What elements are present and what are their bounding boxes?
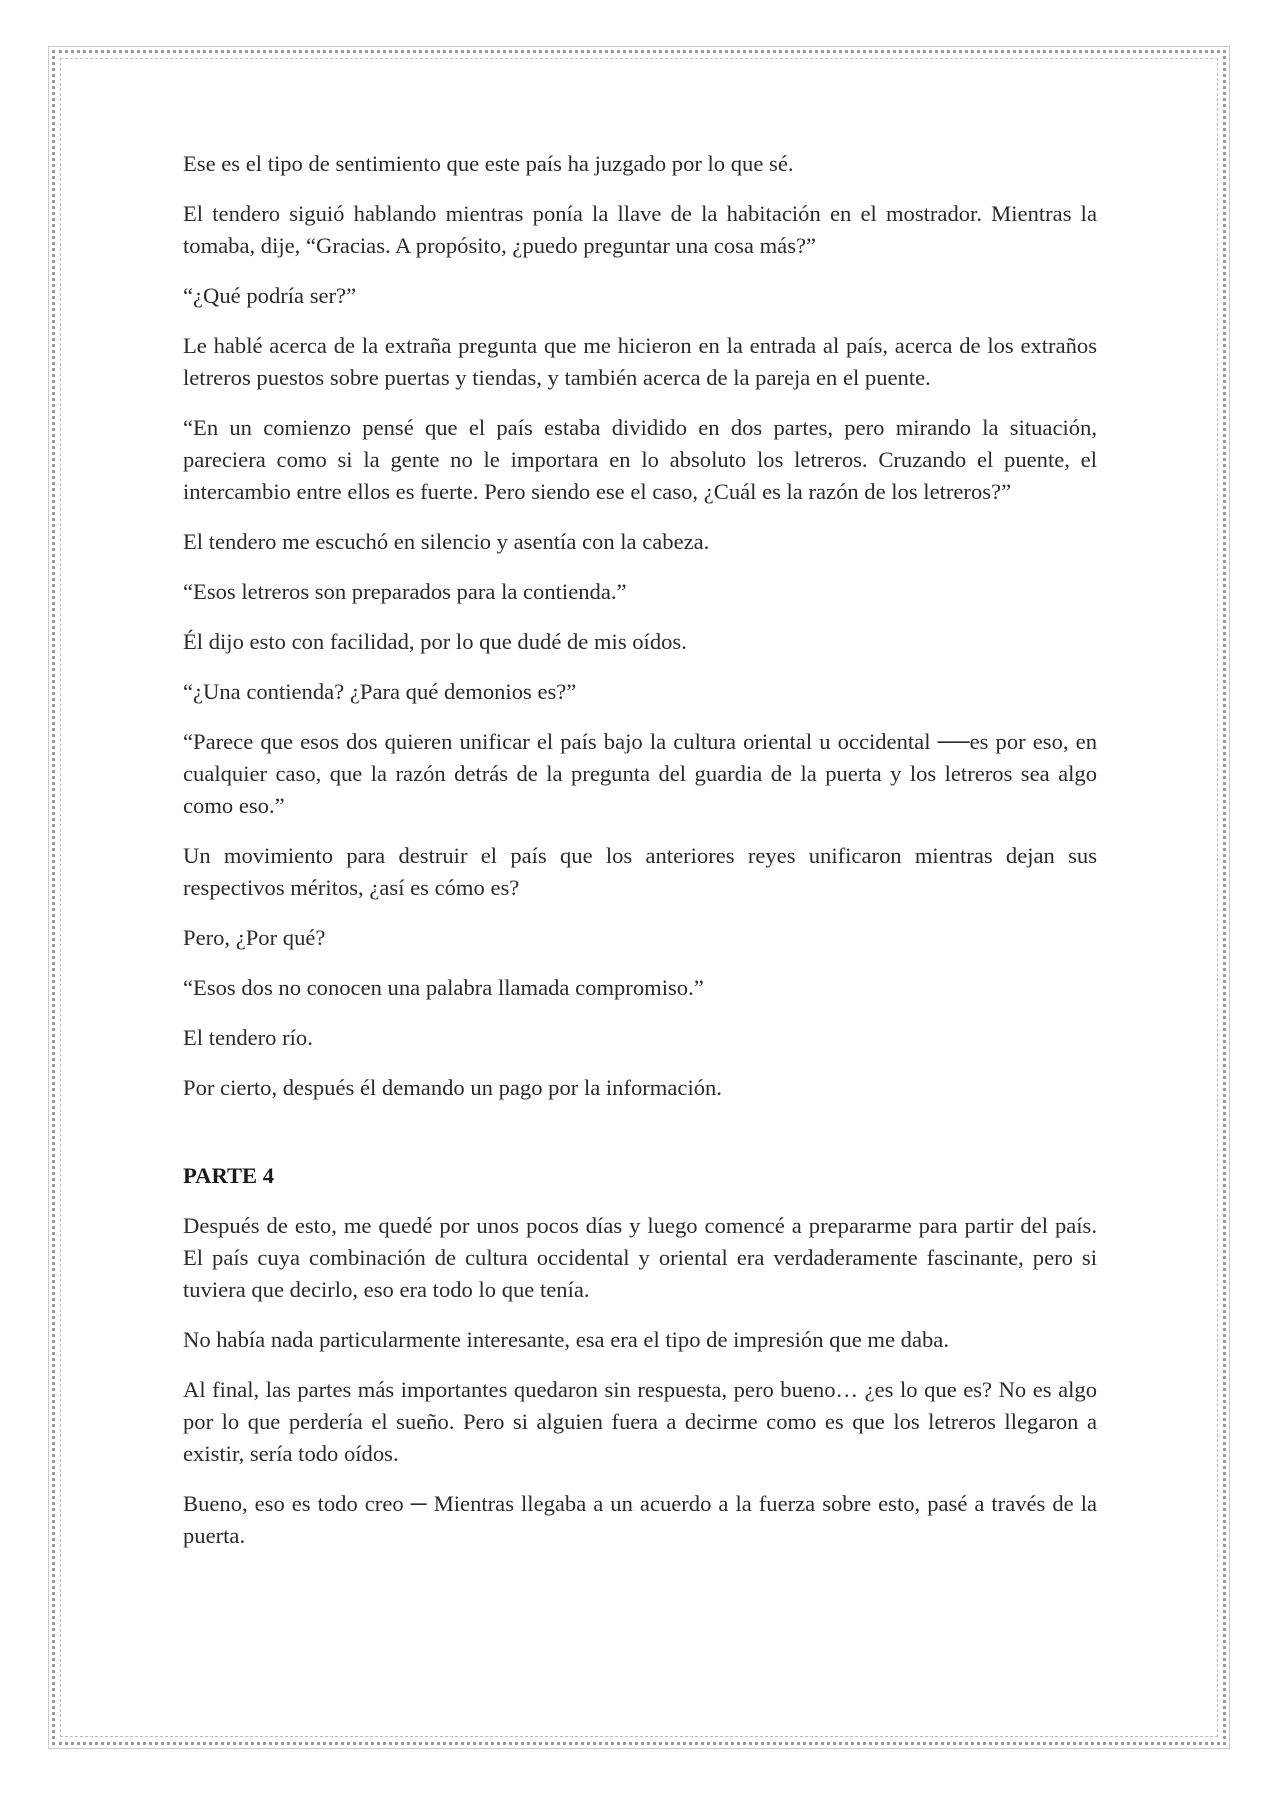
paragraph: El tendero siguió hablando mientras ponía la llave de la habitación en el mostrador. Mientras la tomaba, dije, “Gracias. A propósito, ¿puedo preguntar una cosa más?” [183, 201, 1097, 258]
paragraph: El tendero río. [183, 1025, 313, 1050]
paragraph: “Parece que esos dos quieren unificar el país bajo la cultura oriental u occidental ──es por eso, en cualquier caso, que la razón detrás de la pregunta del guardia de la puerta y los letreros sea algo como eso.” [183, 729, 1097, 818]
paragraph: Después de esto, me quedé por unos pocos días y luego comencé a prepararme para partir del país. El país cuya combinación de cultura occidental y oriental era verdaderamente fascinante, pero si tuviera que decirlo, eso era todo lo que tenía. [183, 1213, 1097, 1302]
paragraph: Por cierto, después él demando un pago por la información. [183, 1075, 722, 1100]
paragraph: No había nada particularmente interesante, esa era el tipo de impresión que me daba. [183, 1327, 949, 1352]
paragraph: “Esos letreros son preparados para la contienda.” [183, 579, 627, 604]
section-spacer [183, 1122, 1097, 1160]
paragraph: “En un comienzo pensé que el país estaba dividido en dos partes, pero mirando la situación, pareciera como si la gente no le importara en lo absoluto los letreros. Cruzando el puente, el intercambio entre ellos es fuerte. Pero siendo ese el caso, ¿Cuál es la razón de los letreros?” [183, 415, 1097, 504]
paragraph: Le hablé acerca de la extraña pregunta que me hicieron en la entrada al país, acerca de los extraños letreros puestos sobre puertas y tiendas, y también acerca de la pareja en el puente. [183, 333, 1097, 390]
paragraph: “¿Qué podría ser?” [183, 283, 357, 308]
paragraph: Pero, ¿Por qué? [183, 925, 326, 950]
paragraph: Bueno, eso es todo creo ─ Mientras llegaba a un acuerdo a la fuerza sobre esto, pasé a través de la puerta. [183, 1491, 1097, 1548]
paragraph: “Esos dos no conocen una palabra llamada compromiso.” [183, 975, 704, 1000]
paragraph: Al final, las partes más importantes quedaron sin respuesta, pero bueno… ¿es lo que es? No es algo por lo que perdería el sueño. Pero si alguien fuera a decirme como es que los letreros llegaron a existir, sería todo oídos. [183, 1377, 1097, 1466]
paragraph: Ese es el tipo de sentimiento que este país ha juzgado por lo que sé. [183, 151, 794, 176]
paragraph: Un movimiento para destruir el país que los anteriores reyes unificaron mientras dejan sus respectivos méritos, ¿así es cómo es? [183, 843, 1097, 900]
paragraph: Él dijo esto con facilidad, por lo que dudé de mis oídos. [183, 629, 687, 654]
document-body [183, 148, 1097, 1570]
paragraph: El tendero me escuchó en silencio y asentía con la cabeza. [183, 529, 710, 554]
paragraph: “¿Una contienda? ¿Para qué demonios es?” [183, 679, 577, 704]
section-heading: PARTE 4 [183, 1163, 275, 1188]
